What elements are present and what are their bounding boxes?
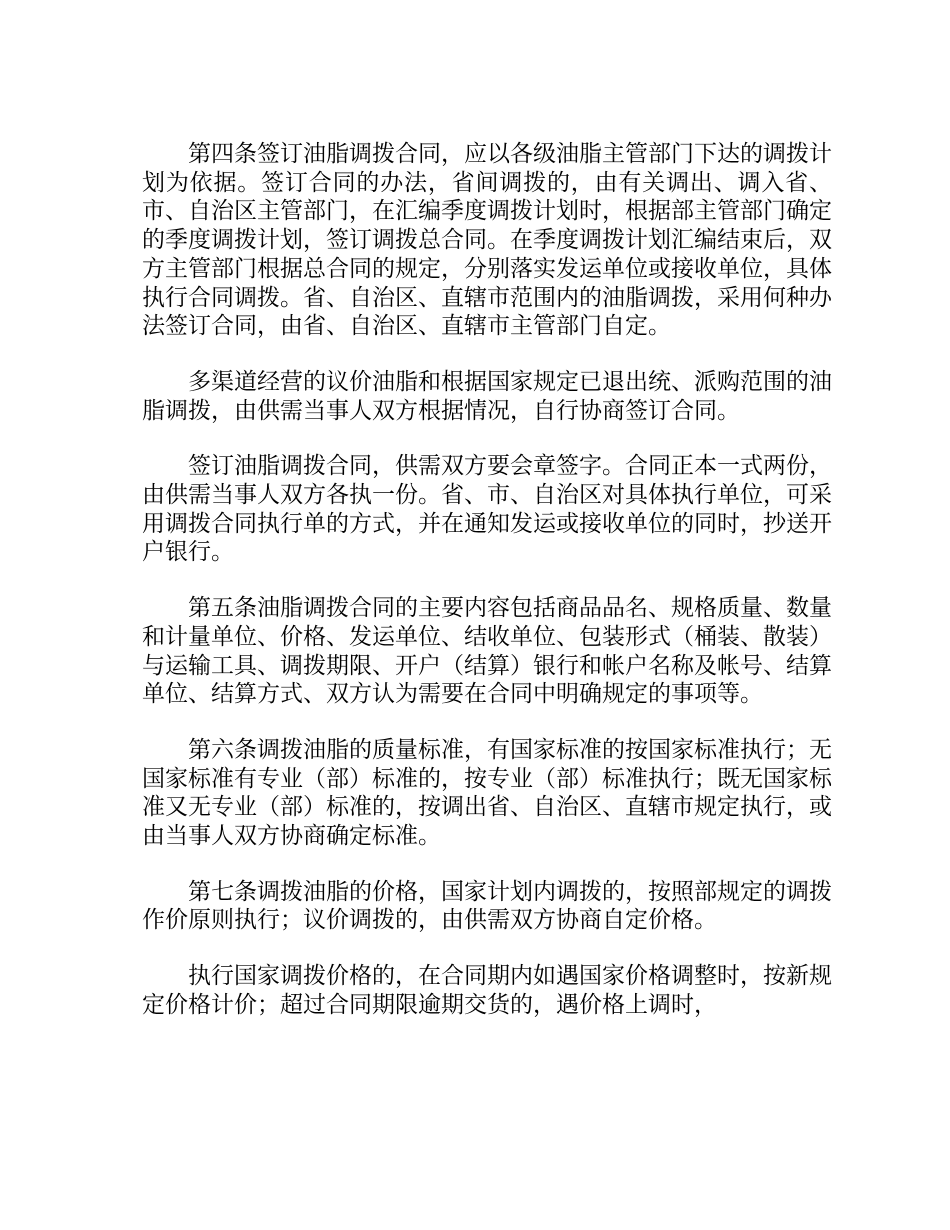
document-body	[142, 140, 832, 1020]
negotiated-oil-paragraph: 多渠道经营的议价油脂和根据国家规定已退出统、派购范围的油脂调拨，由供需当事人双方根据情况，自行协商签订合同。	[142, 368, 832, 424]
article-4-paragraph: 第四条签订油脂调拨合同，应以各级油脂主管部门下达的调拨计划为依据。签订合同的办法，省间调拨的，由有关调出、调入省、市、自治区主管部门，在汇编季度调拨计划时，根据部主管部门确定的季度调拨计划，签订调拨总合同。在季度调拨计划汇编结束后，双方主管部门根据总合同的规定，分别落实发运单位或接收单位，具体执行合同调拨。省、自治区、直辖市范围内的油脂调拨，采用何种办法签订合同，由省、自治区、直辖市主管部门自定。	[142, 141, 832, 340]
article-7-paragraph: 第七条调拨油脂的价格，国家计划内调拨的，按照部规定的调拨作价原则执行；议价调拨的，由供需双方协商自定价格。	[142, 878, 832, 934]
contract-signing-paragraph: 签订油脂调拨合同，供需双方要会章签字。合同正本一式两份，由供需当事人双方各执一份。省、市、自治区对具体执行单位，可采用调拨合同执行单的方式，并在通知发运或接收单位的同时，抄送开户银行。	[142, 453, 832, 566]
article-6-paragraph: 第六条调拨油脂的质量标准，有国家标准的按国家标准执行；无国家标准有专业（部）标准的，按专业（部）标准执行；既无国家标准又无专业（部）标准的，按调出省、自治区、直辖市规定执行，或由当事人双方协商确定标准。	[142, 736, 832, 850]
price-adjustment-paragraph: 执行国家调拨价格的，在合同期内如遇国家价格调整时，按新规定价格计价；超过合同期限逾期交货的，遇价格上调时，	[142, 963, 832, 1018]
article-5-paragraph: 第五条油脂调拨合同的主要内容包括商品品名、规格质量、数量和计量单位、价格、发运单位、结收单位、包装形式（桶装、散装）与运输工具、调拨期限、开户（结算）银行和帐户名称及帐号、结算单位、结算方式、双方认为需要在合同中明确规定的事项等。	[142, 595, 832, 708]
